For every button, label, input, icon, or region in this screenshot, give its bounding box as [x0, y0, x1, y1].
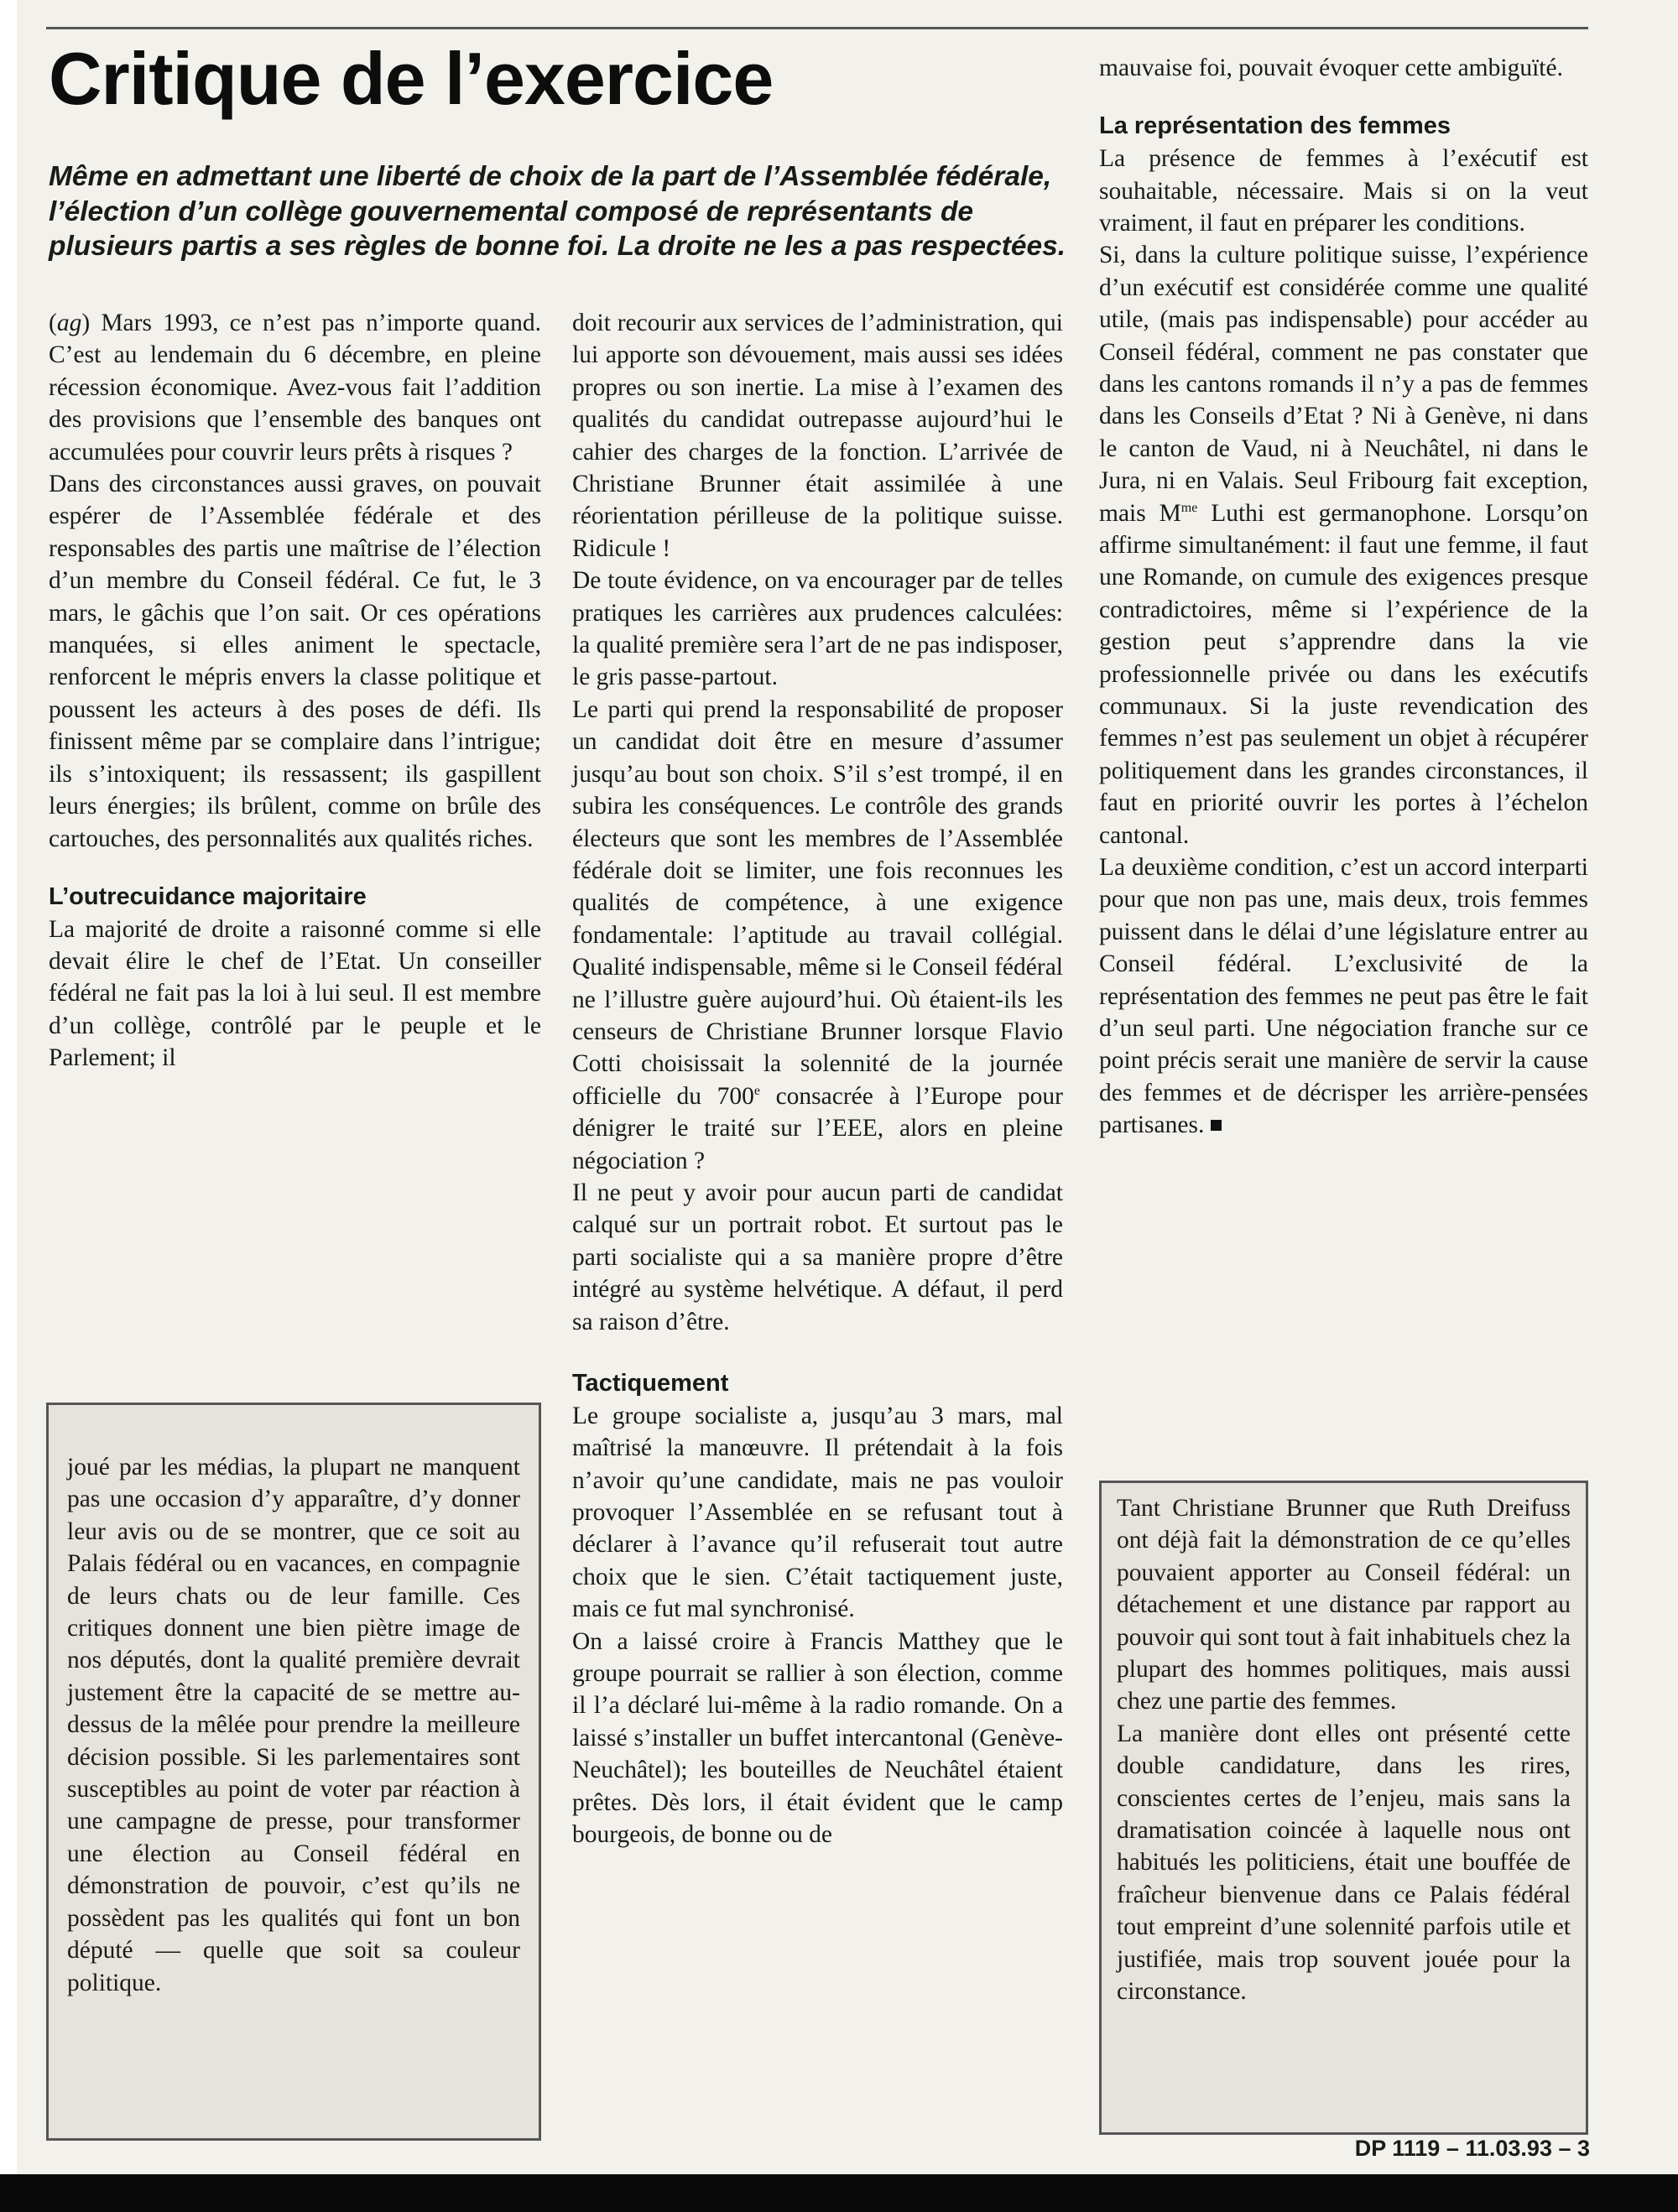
- page-footer: DP 1119 – 11.03.93 – 3: [1354, 2136, 1590, 2161]
- column-3: [1099, 52, 1588, 1142]
- paragraph: (ag) Mars 1993, ce n’est pas n’importe quand. C’est au lendemain du 6 décembre, en pleine récession économique. Avez-vous fait l’addition des provisions que l’ensemble des banques ont accumulées pour couvrir leurs prêts à risques ?: [49, 310, 541, 466]
- paragraph: On a laissé croire à Francis Matthey que le groupe pourrait se rallier à son élection, comme il l’a déclaré lui-même à la radio romande. On a laissé s’installer un buffet intercantonal (Genève-Neuchâtel); les bouteilles de Neuchâtel étaient prêtes. Dès lors, il était évident que le camp bourgeois, de bonne ou de: [572, 1627, 1063, 1848]
- paragraph: La deuxième condition, c’est un accord interparti pour que non pas une, mais deux, trois femmes puissent dans le délai d’une législature entrer au Conseil fédéral. L’exclusivité de la représentation des femmes ne peut pas être le fait d’un seul parti. Une négociation franche sur ce point précis serait une manière de servir la cause des femmes et de décrisper les arrière-pensées partisanes.: [1099, 854, 1588, 1139]
- subheading: Tactiquement: [572, 1370, 729, 1397]
- paragraph: De toute évidence, on va encourager par de telles pratiques les carrières aux prudences calculées: la qualité première sera l’art de ne pas indisposer, le gris passe-partout.: [572, 567, 1063, 691]
- paragraph: La majorité de droite a raisonné comme si elle devait élire le chef de l’Etat. Un conseiller fédéral ne fait pas la loi à lui seul. Il est membre d’un collège, contrôlé par le peuple et le Parlement; il: [49, 915, 541, 1072]
- article-lede: Même en admettant une liberté de choix de la part de l’Assemblée fédérale, l’élection d’un collège gouvernemental composé de représentants de plusieurs partis a ses règles de bonne foi. La droite ne les a pas respectées.: [49, 161, 1066, 263]
- subheading: La représentation des femmes: [1099, 112, 1451, 140]
- author-initials: ag: [56, 310, 82, 336]
- column-2: [572, 307, 1063, 1850]
- box-paragraph: La manière dont elles ont présenté cette double candidature, dans les rires, conscientes certes de l’enjeu, mais sans la dramatisation coincée à laquelle nous ont habitués les politiciens, était une bouffée de fraîcheur bienvenue dans ce Palais fédéral tout empreint d’une solennité parfois utile et justifiée, mais trop souvent jouée pour la circonstance.: [1117, 1720, 1571, 2006]
- column-1: [49, 307, 541, 1075]
- paragraph: La présence de femmes à l’exécutif est souhaitable, nécessaire. Mais si on la veut vraiment, il faut en préparer les conditions.: [1099, 145, 1588, 237]
- box-paragraph: Tant Christiane Brunner que Ruth Dreifuss ont déjà fait la démonstration de ce qu’elles pouvaient apporter au Conseil fédéral: un détachement et une distance par rapport au pouvoir qui sont tout à fait inhabituels chez la plupart des hommes politiques, mais aussi chez une partie des femmes.: [1117, 1495, 1571, 1715]
- paragraph: Dans des circonstances aussi graves, on pouvait espérer de l’Assemblée fédérale et des responsables des partis une maîtrise de l’élection d’un membre du Conseil fédéral. Ce fut, le 3 mars, le gâchis que l’on sait. Or ces opérations manquées, si elles animent le spectacle, renforcent le mépris envers la classe politique et poussent les acteurs à des poses de défi. Ils finissent même par se complaire dans l’intrigue; ils s’intoxiquent; ils ressassent; ils gaspillent leurs énergies; ils brûlent, comme on brûle des cartouches, des personnalités aux qualités riches.: [49, 471, 541, 852]
- sidebar-box-right: [1099, 1481, 1588, 2135]
- page-edge: [0, 0, 17, 2212]
- subheading: L’outrecuidance majoritaire: [49, 882, 367, 910]
- paragraph: Il ne peut y avoir pour aucun parti de candidat calqué sur un portrait robot. Et surtout pas le parti socialiste qui a sa manière propre d’être intégré au système helvétique. A défaut, il perd sa raison d’être.: [572, 1179, 1063, 1335]
- paragraph: doit recourir aux services de l’administration, qui lui apporte son dévouement, mais aussi ses idées propres ou son inertie. La mise à l’examen des qualités du candidat outrepasse aujourd’hui le cahier des charges de la fonction. L’arrivée de Christiane Brunner était assimilée à une réorientation périlleuse de la politique suisse. Ridicule !: [572, 310, 1063, 562]
- bottom-band: [0, 2174, 1678, 2212]
- end-of-article-mark: [1211, 1120, 1222, 1131]
- top-rule: [46, 27, 1588, 29]
- box-paragraph: joué par les médias, la plupart ne manquent pas une occasion d’y apparaître, d’y donner leur avis ou de se montrer, que ce soit au Palais fédéral ou en vacances, en compagnie de leurs chats ou de leur famille. Ces critiques donnent une bien piètre image de nos députés, dont la qualité première devrait justement être la capacité de se mettre au-dessus de la mêlée pour prendre la meilleure décision possible. Si les parlementaires sont susceptibles au point de voter par réaction à une campagne de presse, pour transformer une élection au Conseil fédéral en démonstration de pouvoir, c’est qu’ils ne possèdent pas les qualités qui font un bon député — quelle que soit sa couleur politique.: [67, 1454, 520, 1996]
- paragraph: Le groupe socialiste a, jusqu’au 3 mars, mal maîtrisé la manœuvre. Il prétendait à la fois n’avoir qu’une candidate, mais ne pas vouloir provoquer l’Assemblée en se refusant tout à déclarer à l’avance qu’il refuserait tout autre choix que le sien. C’était tactiquement juste, mais ce fut mal synchronisé.: [572, 1402, 1063, 1623]
- paragraph: mauvaise foi, pouvait évoquer cette ambiguïté.: [1099, 55, 1563, 81]
- article-title: Critique de l’exercice: [49, 37, 774, 120]
- sidebar-box-left: [46, 1403, 541, 2141]
- paragraph: Le parti qui prend la responsabilité de proposer un candidat doit être en mesure d’assumer jusqu’au bout son choix. S’il s’est trompé, il en subira les conséquences. Le contrôle des grands électeurs que sont les membres de l’Assemblée fédérale doit se limiter, une fois reconnues les qualités de compétence, à une exigence fondamentale: l’aptitude au travail collégial. Qualité indispensable, même si le Conseil fédéral ne l’illustre guère aujourd’hui. Où étaient-ils les censeurs de Christiane Brunner lorsque Flavio Cotti choisissait la solennité de la journée officielle du 700e consacrée à l’Europe pour dénigrer le traité sur l’EEE, alors en pleine négociation ?: [572, 695, 1063, 1174]
- paragraph: Si, dans la culture politique suisse, l’expérience d’un exécutif est considérée comme une qualité utile, (mais pas indispensable) pour accéder au Conseil fédéral, comment ne pas constater que dans les cantons romands il n’y a pas de femmes dans les Conseils d’Etat ? Ni à Genève, ni dans le canton de Vaud, ni à Neuchâtel, ni dans le Jura, ni en Valais. Seul Fribourg fait exception, mais $M^{me}$ Luthi est germanophone. Lorsqu’on affirme simultanément: il faut une femme, il faut une Romande, on cumule des exigences presque contradictoires, même si l’expérience de la gestion peut s’apprendre dans la vie professionnelle privée ou dans les exécutifs communaux. Si la juste revendication des femmes n’est pas seulement un objet à récupérer politiquement dans les grandes circonstances, il faut en priorité ouvrir les portes à l’échelon cantonal.: [1099, 242, 1588, 849]
